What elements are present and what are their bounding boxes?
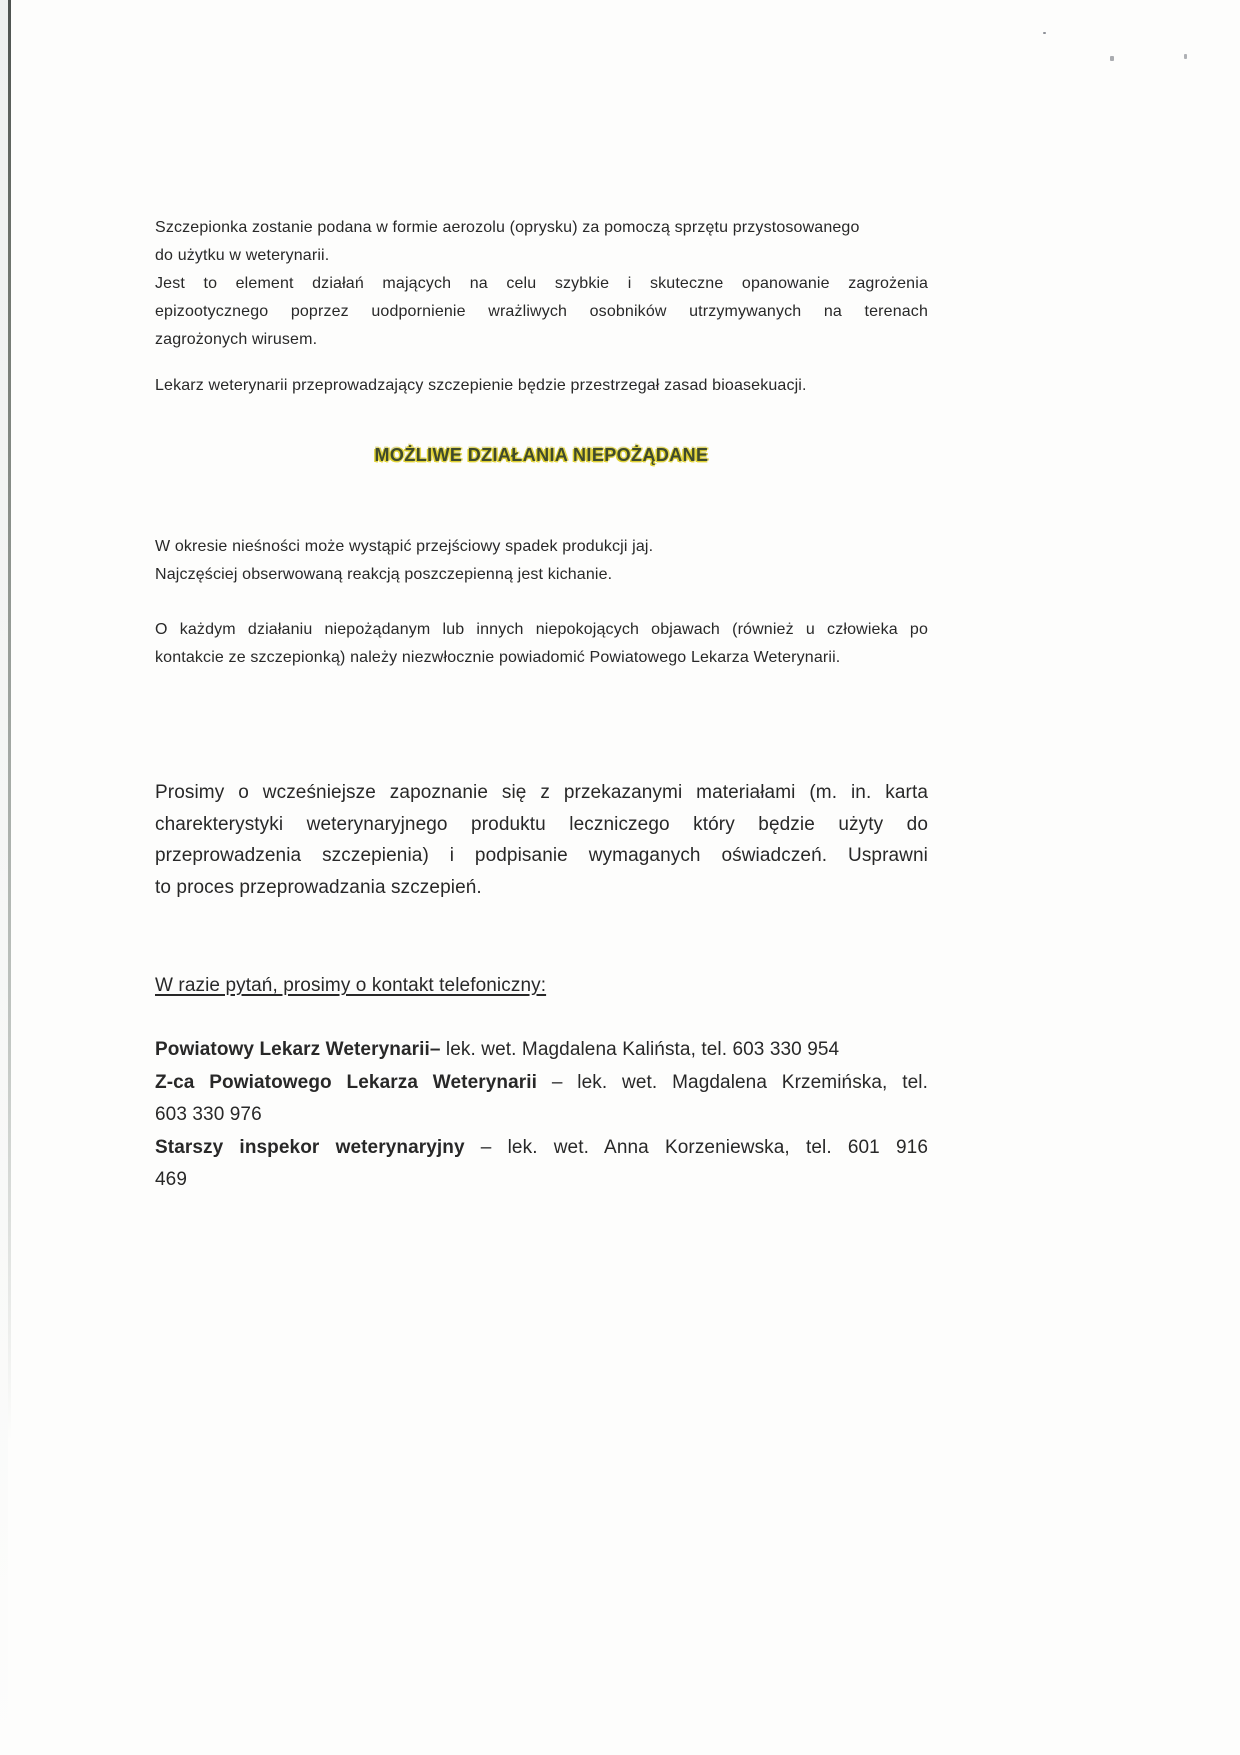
contact-details: – lek. wet. Magdalena Krzemińska, tel. xyxy=(537,1071,928,1093)
scan-edge-tint xyxy=(0,0,8,1755)
paragraph-biosecurity xyxy=(155,372,928,400)
contact-details: – lek. wet. Anna Korzeniewska, tel. 601 916 xyxy=(464,1136,928,1158)
contact-phone: 603 330 976 xyxy=(155,1104,262,1125)
paragraph-materials-request xyxy=(155,777,928,903)
adverse-line-2: Najczęściej obserwowaną reakcją poszczepienną jest kichanie. xyxy=(155,566,613,583)
materials-line-1: Prosimy o wcześniejsze zapoznanie się z przekazanymi materiałami (m. in. karta xyxy=(155,782,928,803)
report-line-2: kontakcie ze szczepionką) należy niezwłocznie powiadomić Powiatowego Lekarza Weterynarii. xyxy=(155,649,841,666)
intro-line-4: epizootycznego poprzez uodpornienie wrażliwych osobników utrzymywanych na terenach xyxy=(155,303,928,320)
intro-line-5: zagrożonych wirusem. xyxy=(155,331,318,348)
contact-role: Powiatowy Lekarz Weterynarii– xyxy=(155,1039,441,1060)
intro-line-2: do użytku w weterynarii. xyxy=(155,247,330,264)
materials-line-4: to proces przeprowadzania szczepień. xyxy=(155,876,482,898)
intro-line-1: Szczepionka zostanie podana w formie aerozolu (oprysku) za pomoczą sprzętu przystosowanego xyxy=(155,219,860,236)
biosecurity-line-1: Lekarz weterynarii przeprowadzający szczepienie będzie przestrzegał zasad bioasekuacji. xyxy=(155,377,807,394)
adverse-line-1: W okresie nieśności może wystąpić przejściowy spadek produkcji jaj. xyxy=(155,538,654,555)
contact-phone: 469 xyxy=(155,1169,188,1190)
paragraph-report-reactions xyxy=(155,616,928,672)
paragraph-adverse-effects xyxy=(155,533,928,589)
contact-list xyxy=(155,1034,928,1197)
heading-contact: W razie pytań, prosimy o kontakt telefoniczny: xyxy=(155,975,547,996)
contact-zca-phone-cont xyxy=(155,1099,928,1132)
contact-powiatowy-lekarz xyxy=(155,1034,928,1067)
materials-line-3: przeprowadzenia szczepienia) i podpisanie wymaganych oświadczeń. Usprawni xyxy=(155,845,928,866)
contact-details: lek. wet. Magdalena Kaliństa, tel. 603 330 954 xyxy=(440,1039,840,1060)
scan-speck xyxy=(1110,56,1114,61)
report-line-1: O każdym działaniu niepożądanym lub innych niepokojących objawach (również u człowieka po xyxy=(155,621,928,638)
contact-role: Starszy inspekor weterynaryjny xyxy=(155,1136,465,1158)
contact-zca-lekarza xyxy=(155,1067,928,1100)
materials-line-2: charekterystyki weterynaryjnego produktu leczniczego który będzie użyty do xyxy=(155,813,928,835)
scan-speck xyxy=(1184,54,1187,59)
heading-adverse-effects: MOŻLIWE DZIAŁANIA NIEPOŻĄDANE xyxy=(374,445,709,465)
contact-starszy-inspektor xyxy=(155,1132,928,1165)
scan-speck xyxy=(1043,32,1046,34)
paragraph-vaccine-intro xyxy=(155,214,928,354)
intro-line-3: Jest to element działań mających na celu szybkie i skuteczne opanowanie zagrożenia xyxy=(155,275,928,292)
contact-role: Z-ca Powiatowego Lekarza Weterynarii xyxy=(155,1071,538,1093)
contact-inspektor-phone-cont xyxy=(155,1164,928,1197)
scan-edge-line xyxy=(8,0,11,1500)
